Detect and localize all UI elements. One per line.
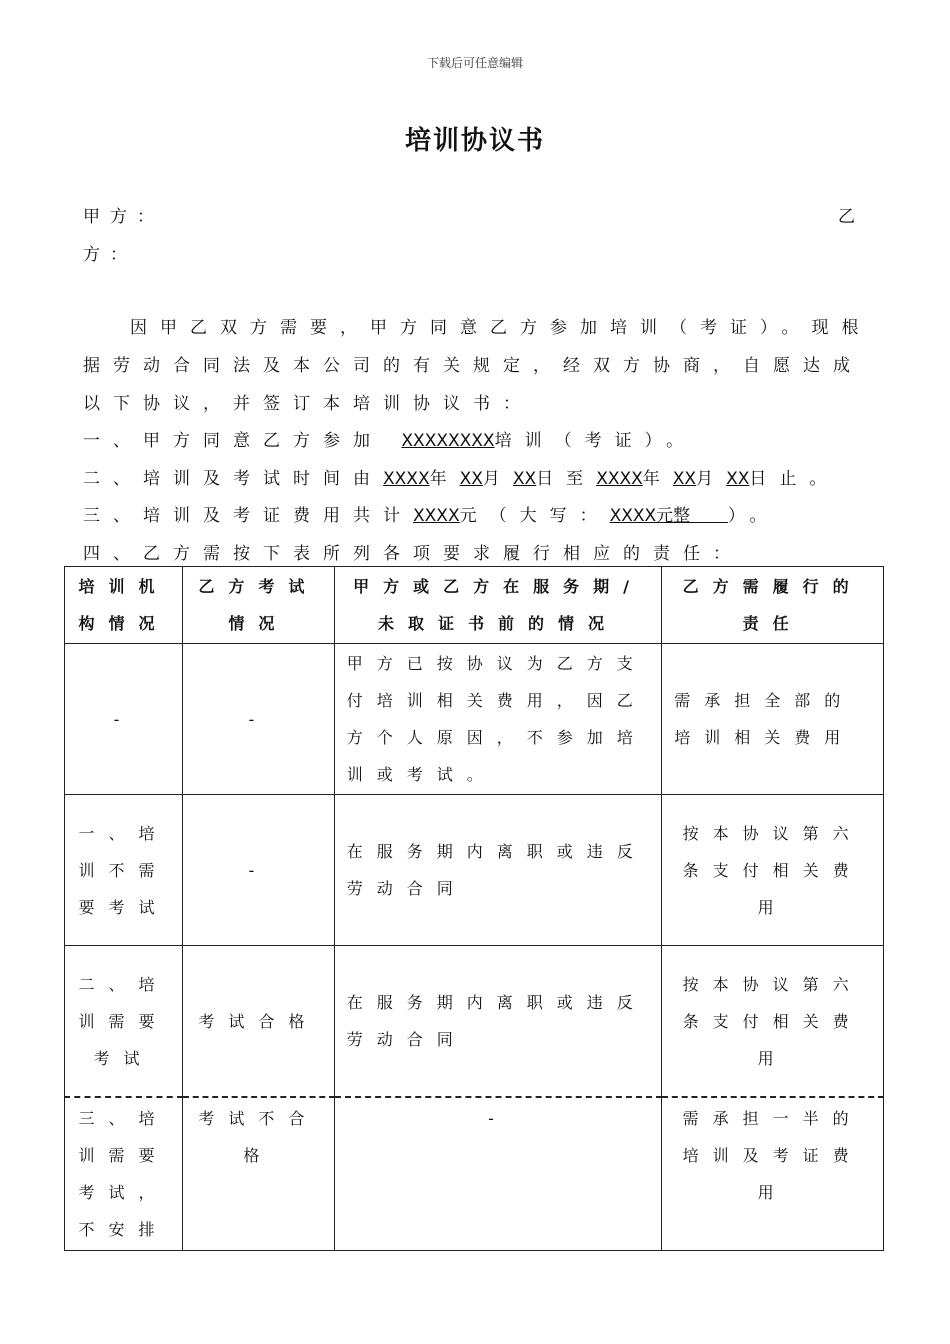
end-year: XXXX [596, 469, 643, 489]
month-text: 月 [696, 469, 727, 489]
day-to-text: 日至 [536, 469, 597, 489]
table-cell: 二、培训需要考试 [65, 946, 183, 1098]
table-cell: 按本协议第六条支付相关费用 [662, 795, 884, 946]
table-cell: 在服务期内离职或违反劳动合同 [334, 795, 662, 946]
fee-amount-upper: XXXX元整 [609, 506, 691, 526]
fee-amount: XXXX [413, 506, 460, 526]
start-month: XX [459, 469, 483, 489]
header-exam-status: 乙方考试情况 [182, 567, 334, 644]
year-text: 年 [642, 469, 673, 489]
table-row [65, 644, 884, 795]
table-header-row [65, 567, 884, 644]
clause-2-prefix: 二、培训及考试时间由 [83, 469, 383, 489]
clause-4: 四、乙方需按下表所列各项要求履行相应的责任： [83, 544, 743, 564]
table-cell: 甲方已按协议为乙方支付培训相关费用，因乙方个人原因，不参加培训或考试。 [334, 644, 662, 795]
clause-2 [83, 464, 857, 489]
table-cell: - [182, 644, 334, 795]
table-row [65, 946, 884, 1098]
header-training-org: 培训机构情况 [65, 567, 183, 644]
table-cell: 一、培训不需要考试 [65, 795, 183, 946]
month-text: 月 [482, 469, 513, 489]
clause-3-prefix: 三、培训及考证费用共计 [83, 506, 413, 526]
end-month: XX [672, 469, 697, 489]
table-cell: 需承担一半的培训及考证费用 [662, 1097, 884, 1251]
table-row [65, 1097, 884, 1251]
header-responsibility: 乙方需履行的责任 [662, 567, 884, 644]
start-day: XX [512, 469, 537, 489]
intro-line-3: 以下协议，并签订本培训协议书： [83, 394, 533, 414]
document-title: 培训协议书 [404, 126, 545, 156]
table-row [65, 795, 884, 946]
fee-underline-pad [690, 506, 728, 526]
clause-1-suffix: 培训（考证）。 [494, 431, 697, 451]
day-end-text: 日止。 [749, 469, 840, 489]
clause-3-suffix: ）。 [728, 506, 780, 526]
header-note: 下载后可任意编辑 [426, 56, 523, 70]
table-cell: 三、培训需要考试，不安排 [65, 1097, 183, 1251]
table-cell: 需承担全部的培训相关费用 [662, 644, 884, 795]
table-cell: - [182, 795, 334, 946]
clause-3-mid: 元（大写： [459, 506, 610, 526]
clause-1-course: XXXXXXXX [401, 431, 495, 451]
end-day: XX [726, 469, 750, 489]
table-cell: 在服务期内离职或违反劳动合同 [334, 946, 662, 1098]
clause-1-prefix: 一、甲方同意乙方参加 [83, 431, 383, 451]
year-text: 年 [429, 469, 460, 489]
intro-line-1: 因甲乙双方需要，甲方同意乙方参加培训（考证）。现根 [130, 318, 872, 338]
party-b-colon: 方： [83, 245, 137, 265]
responsibility-table [64, 566, 884, 1251]
table-cell: 考试合格 [182, 946, 334, 1098]
party-b-label: 乙 [838, 207, 855, 227]
header-service-period: 甲方或乙方在服务期/未取证书前的情况 [334, 567, 662, 644]
table-cell: - [334, 1097, 662, 1251]
table-cell: 考试不合格 [182, 1097, 334, 1251]
table-cell: 按本协议第六条支付相关费用 [662, 946, 884, 1098]
table-cell: - [65, 644, 183, 795]
start-year: XXXX [383, 469, 430, 489]
party-a-label: 甲方： [83, 207, 164, 227]
clause-1 [83, 426, 857, 451]
intro-line-2: 据劳动合同法及本公司的有关规定，经双方协商，自愿达成 [83, 356, 863, 376]
clause-3 [83, 501, 857, 526]
